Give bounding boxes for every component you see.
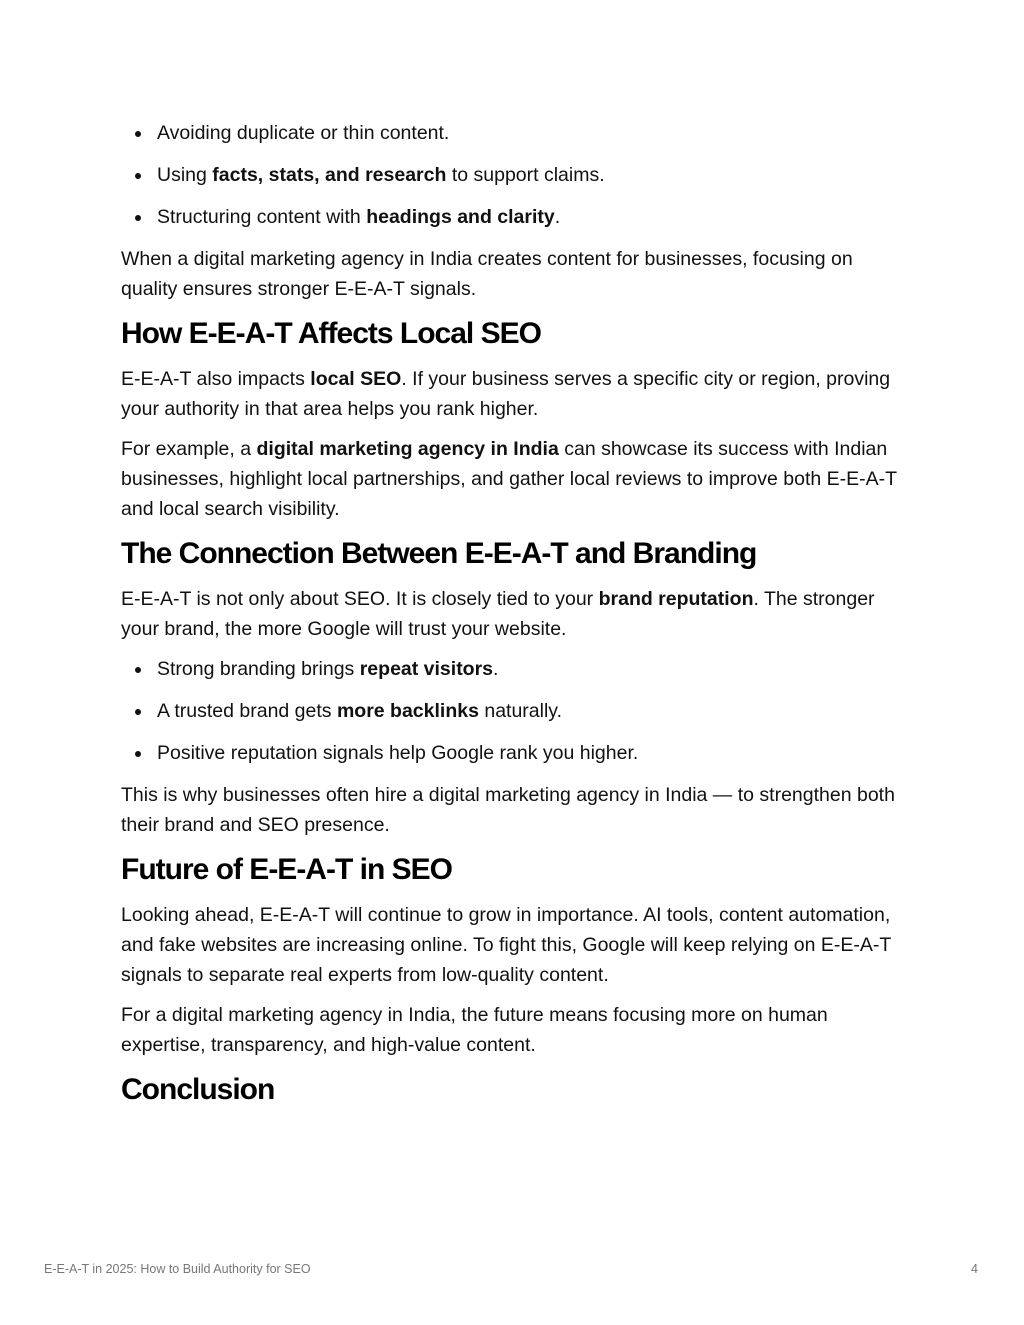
list-item: Positive reputation signals help Google rank you higher.: [157, 738, 911, 768]
heading-branding: The Connection Between E-E-A-T and Branding: [121, 537, 757, 570]
list-item: Structuring content with headings and clarity.: [157, 202, 911, 232]
intro-bullet-list: [121, 118, 911, 232]
heading-future: Future of E-E-A-T in SEO: [121, 853, 452, 886]
footer-page-number: 4: [971, 1262, 978, 1276]
branding-bullet-list: [121, 654, 911, 768]
list-item: A trusted brand gets more backlinks naturally.: [157, 696, 911, 726]
list-item: Avoiding duplicate or thin content.: [157, 118, 911, 148]
future-paragraph-1: Looking ahead, E-E-A-T will continue to grow in importance. AI tools, content automation, and fake websites are increasing online. To fight this, Google will keep relying on E-E-A-T signals to separate real experts from low-quality content.: [121, 904, 891, 986]
list-item: Strong branding brings repeat visitors.: [157, 654, 911, 684]
heading-local-seo: How E-E-A-T Affects Local SEO: [121, 317, 541, 350]
list-item: Using facts, stats, and research to support claims.: [157, 160, 911, 190]
local-seo-paragraph-1: E-E-A-T also impacts local SEO. If your business serves a specific city or region, proving your authority in that area helps you rank higher.: [121, 368, 891, 420]
footer-document-title: E-E-A-T in 2025: How to Build Authority for SEO: [44, 1262, 311, 1276]
branding-paragraph-2: This is why businesses often hire a digital marketing agency in India — to strengthen both their brand and SEO presence.: [121, 784, 895, 836]
intro-paragraph: When a digital marketing agency in India creates content for businesses, focusing on quality ensures stronger E-E-A-T signals.: [121, 248, 853, 300]
future-paragraph-2: For a digital marketing agency in India, the future means focusing more on human expertise, transparency, and high-value content.: [121, 1004, 828, 1056]
branding-paragraph-1: E-E-A-T is not only about SEO. It is closely tied to your brand reputation. The stronger your brand, the more Google will trust your website.: [121, 588, 875, 640]
heading-conclusion: Conclusion: [121, 1073, 275, 1106]
local-seo-paragraph-2: For example, a digital marketing agency in India can showcase its success with Indian businesses, highlight local partnerships, and gather local reviews to improve both E-E-A-T and local search visibility.: [121, 438, 897, 520]
document-body: [121, 118, 911, 1120]
